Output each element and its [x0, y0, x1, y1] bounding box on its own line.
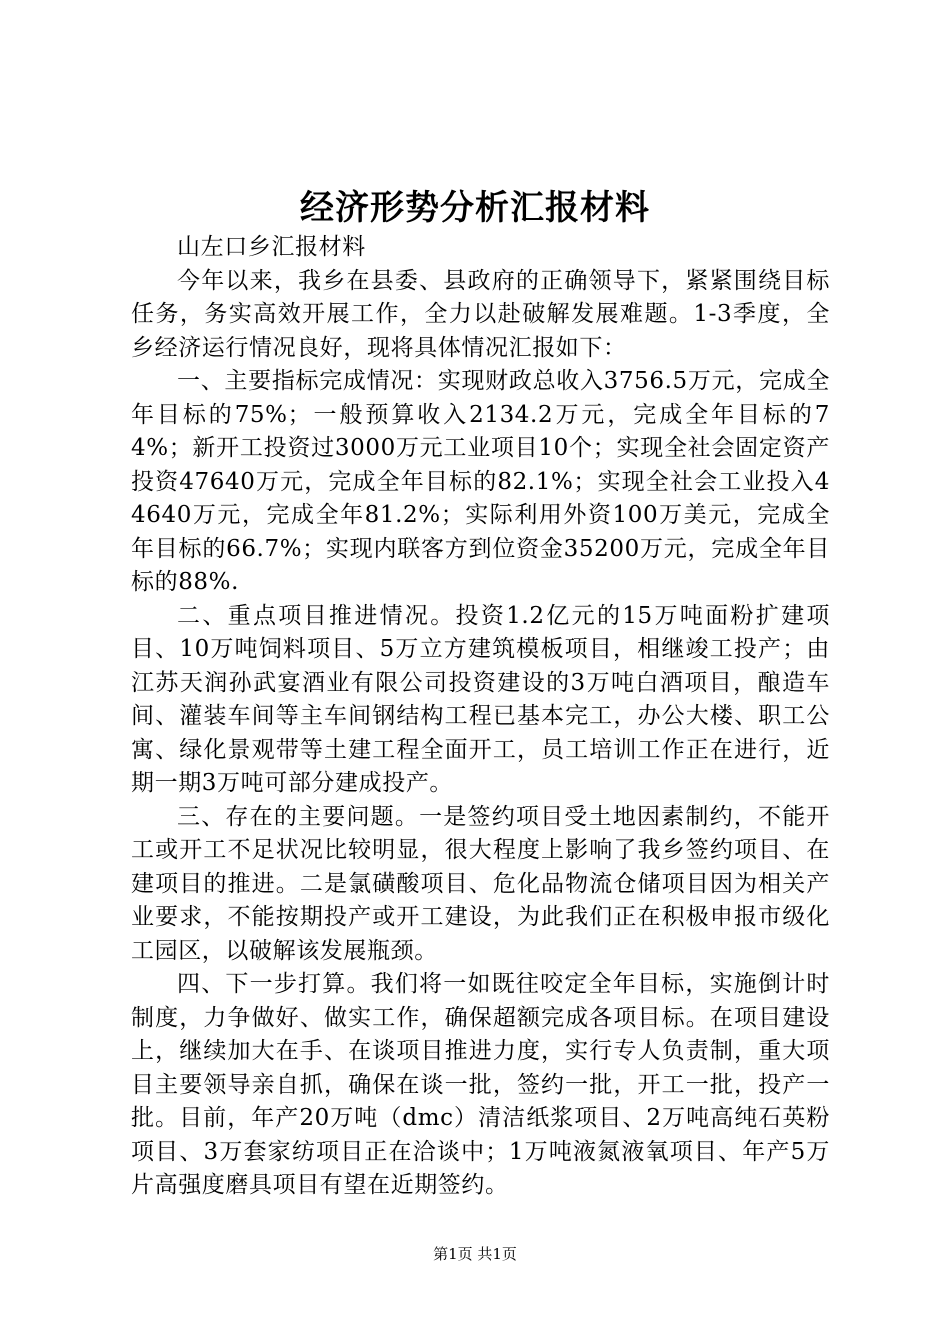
key-projects-paragraph: 二、重点项目推进情况。投资1.2亿元的15万吨面粉扩建项目、10万吨饲料项目、5万立方建筑模板项目，相继竣工投产；由江苏天润孙武宴酒业有限公司投资建设的3万吨白酒项目，酿造车间、灌装车间等主车间钢结构工程已基本完工，办公大楼、职工公寓、绿化景观带等土建工程全面开工，员工培训工作正在进行，近期一期3万吨可部分建成投产。 — [131, 602, 830, 796]
document-body — [131, 231, 830, 1203]
intro-paragraph: 今年以来，我乡在县委、县政府的正确领导下，紧紧围绕目标任务，务实高效开展工作，全力以赴破解发展难题。1-3季度，全乡经济运行情况良好，现将具体情况汇报如下： — [131, 267, 830, 361]
next-steps-paragraph: 四、下一步打算。我们将一如既往咬定全年目标，实施倒计时制度，力争做好、做实工作，确保超额完成各项目标。在项目建设上，继续加大在手、在谈项目推进力度，实行专人负责制，重大项目主要领导亲自抓，确保在谈一批，签约一批，开工一批，投产一批。目前，年产20万吨（dmc）清洁纸浆项目、2万吨高纯石英粉项目、3万套家纺项目正在洽谈中；1万吨液氮液氧项目、年产5万片高强度磨具项目有望在近期签约。 — [131, 971, 830, 1198]
document-title: 经济形势分析汇报材料 — [300, 188, 650, 228]
problems-paragraph: 三、存在的主要问题。一是签约项目受土地因素制约，不能开工或开工不足状况比较明显，很大程度上影响了我乡签约项目、在建项目的推进。二是氯磺酸项目、危化品物流仓储项目因为相关产业要求，不能按期投产或开工建设，为此我们正在积极申报市级化工园区，以破解该发展瓶颈。 — [131, 803, 830, 964]
subtitle-paragraph: 山左口乡汇报材料 — [177, 234, 366, 260]
page-number-footer: 第1页 共1页 — [433, 1245, 517, 1263]
indicators-paragraph: 一、主要指标完成情况：实现财政总收入3756.5万元，完成全年目标的75%；一般预算收入2134.2万元，完成全年目标的74%；新开工投资过3000万元工业项目10个；实现全社会固定资产投资47640万元，完成全年目标的82.1%；实现全社会工业投入44640万元，完成全年81.2%；实际利用外资100万美元，完成全年目标的66.7%；实现内联客方到位资金35200万元，完成全年目标的88%. — [131, 368, 830, 595]
